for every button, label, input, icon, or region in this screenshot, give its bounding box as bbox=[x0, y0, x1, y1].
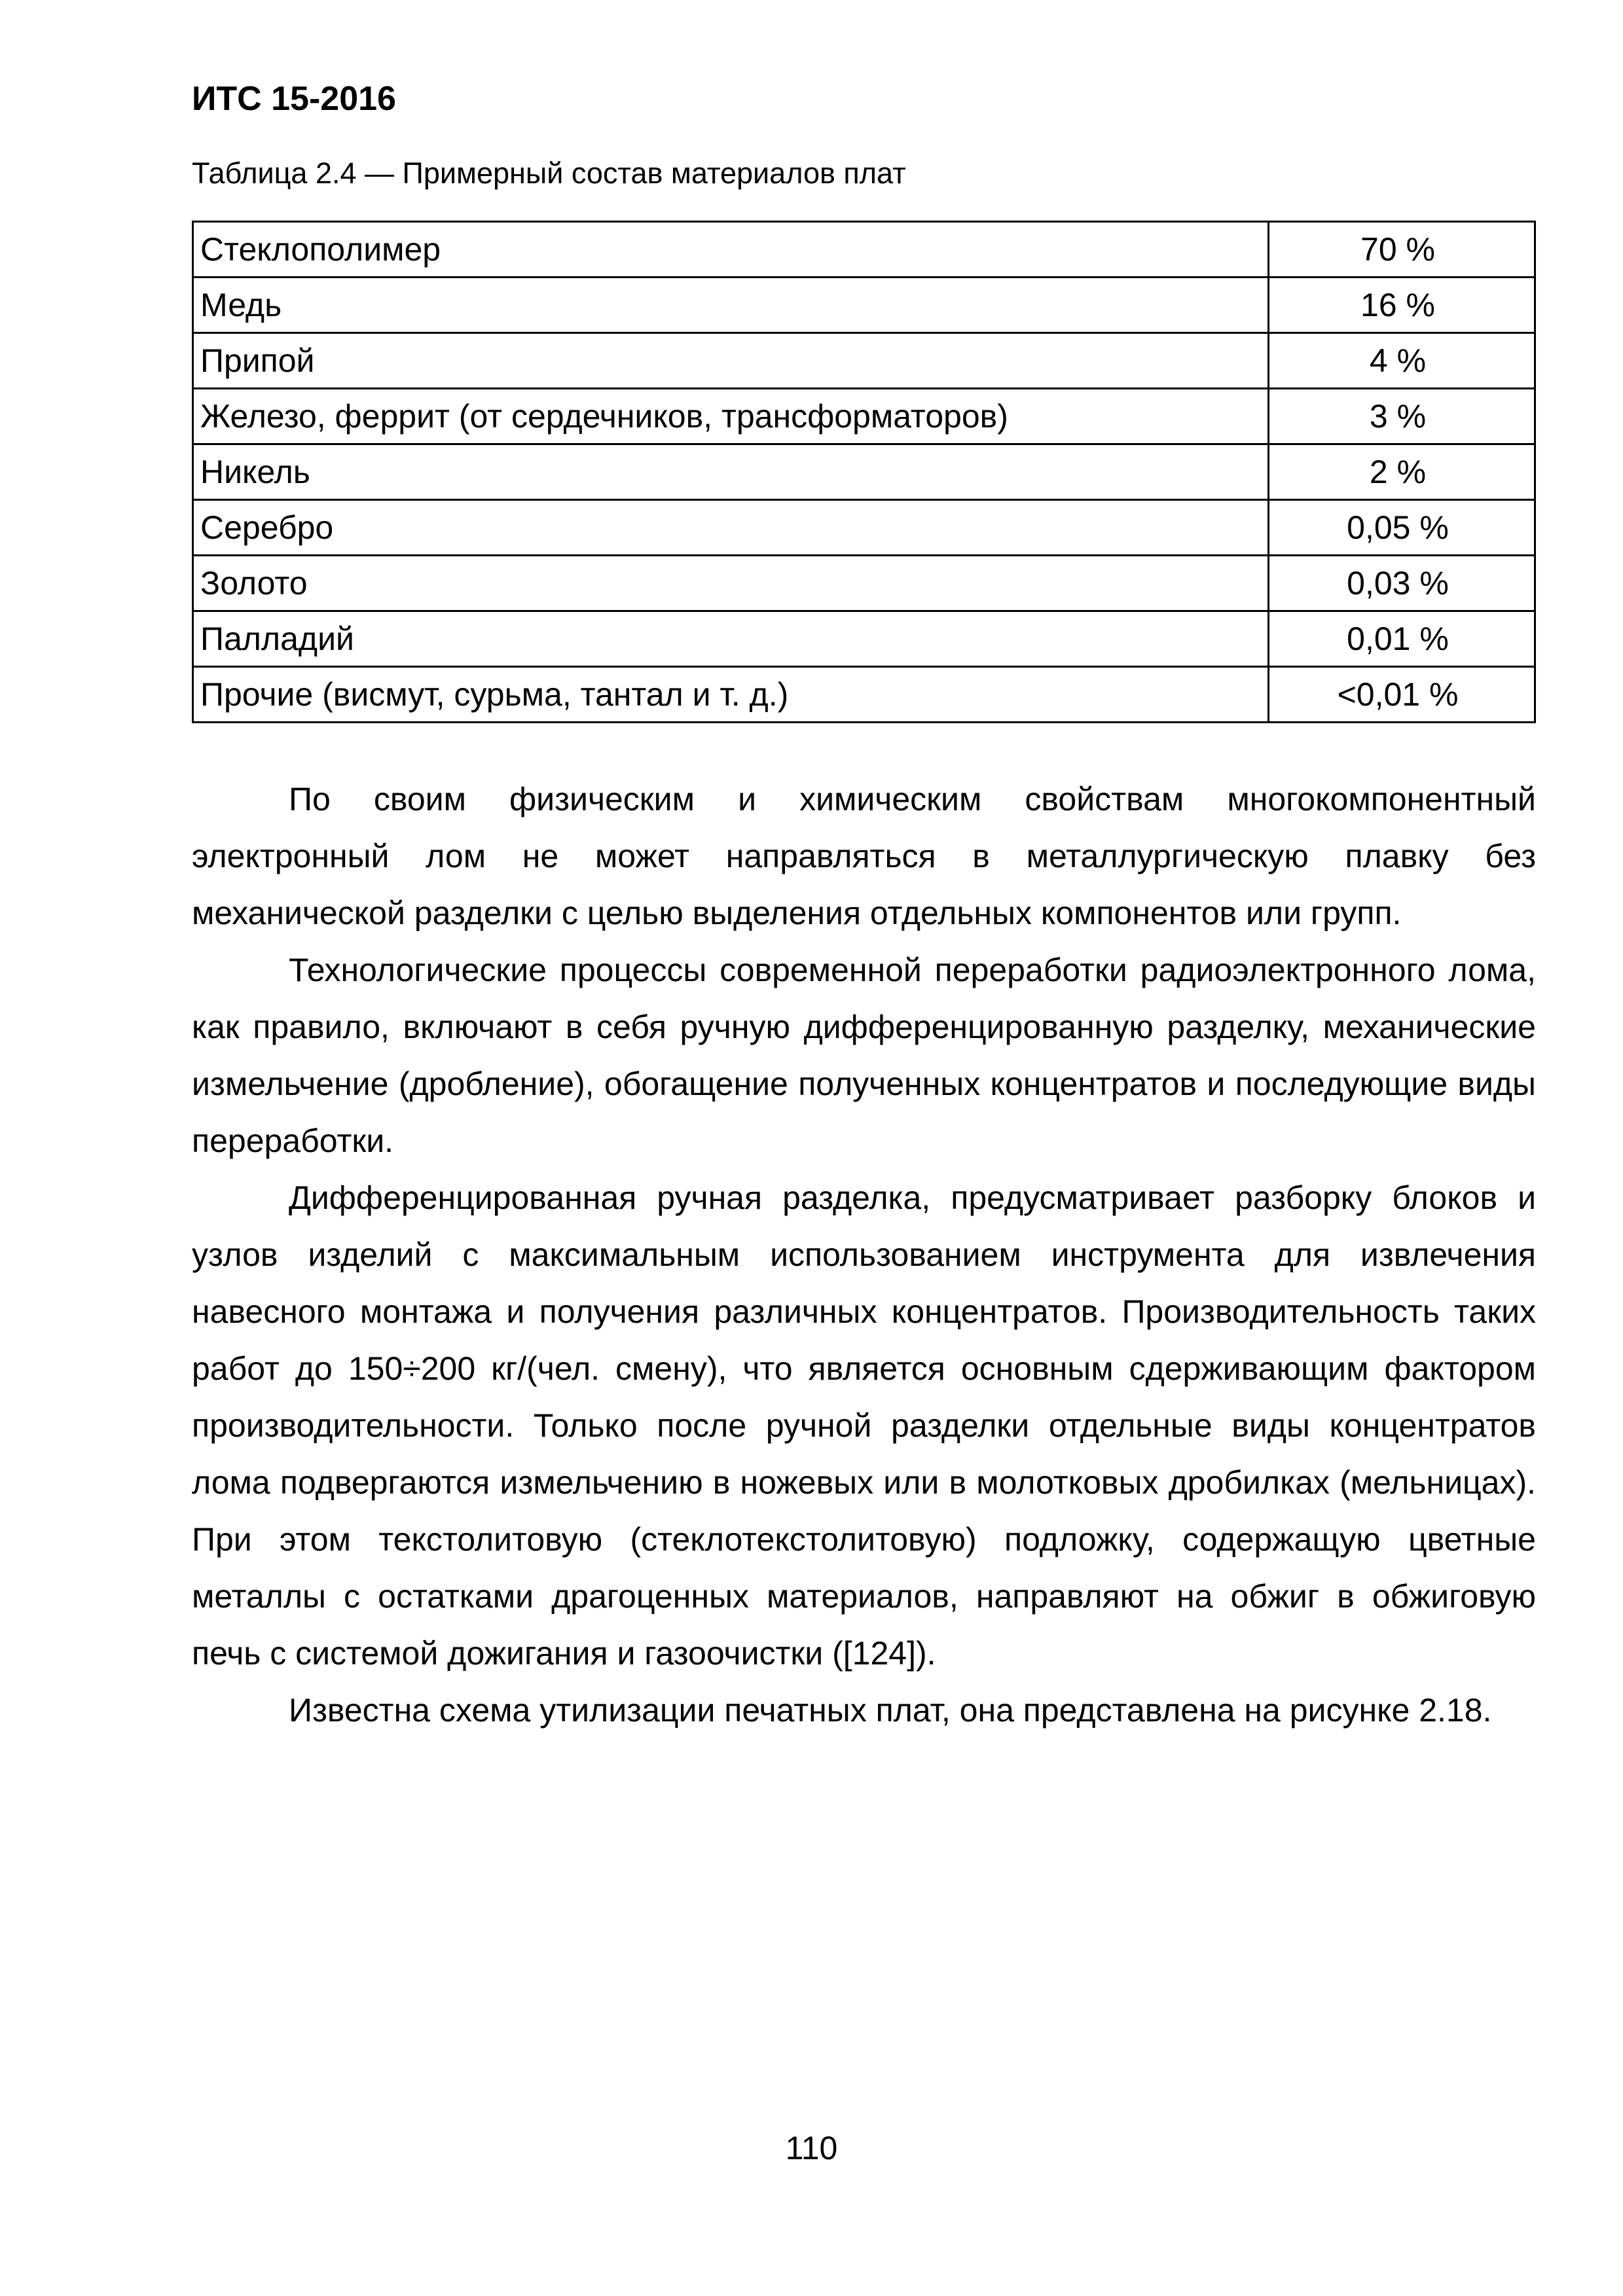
table-row bbox=[193, 389, 1535, 444]
table-row bbox=[193, 444, 1535, 500]
paragraph: Известна схема утилизации печатных плат, она представлена на рисунке 2.18. bbox=[289, 1692, 1492, 1729]
table-row bbox=[193, 222, 1535, 278]
material-share-cell: 3 % bbox=[1269, 389, 1535, 444]
material-name-cell: Никель bbox=[193, 444, 1269, 500]
paragraph: По своим физическим и химическим свойствам многокомпонентный электронный лом не может направляться в металлургическую плавку без механической разделки с целью выделения отдельных компонентов или групп. bbox=[192, 781, 1536, 931]
material-share-cell: 4 % bbox=[1269, 333, 1535, 389]
page-number: 110 bbox=[785, 2130, 838, 2166]
material-share-cell: 2 % bbox=[1269, 444, 1535, 500]
paragraph: Технологические процессы современной переработки радиоэлектронного лома, как правило, включают в себя ручную дифференцированную разделку, механические измельчение (дробление), обогащение полученных концентратов и последующие виды переработки. bbox=[192, 952, 1536, 1159]
material-name-cell: Стеклополимер bbox=[193, 222, 1269, 278]
table-caption: Таблица 2.4 — Примерный состав материалов плат bbox=[192, 156, 906, 190]
table-row bbox=[193, 667, 1535, 723]
materials-composition-table bbox=[192, 221, 1536, 723]
material-name-cell: Серебро bbox=[193, 500, 1269, 556]
material-name-cell: Железо, феррит (от сердечников, трансформаторов) bbox=[193, 389, 1269, 444]
material-share-cell: <0,01 % bbox=[1269, 667, 1535, 723]
document-code: ИТС 15-2016 bbox=[192, 80, 396, 118]
table-row bbox=[193, 500, 1535, 556]
material-share-cell: 0,03 % bbox=[1269, 556, 1535, 611]
material-name-cell: Припой bbox=[193, 333, 1269, 389]
table-row bbox=[193, 333, 1535, 389]
paragraph: Дифференцированная ручная разделка, предусматривает разборку блоков и узлов изделий с максимальным использованием инструмента для извлечения навесного монтажа и получения различных концентратов. Производительность таких работ до 150÷200 кг/(чел. смену), что является основным сдерживающим фактором производительности. Только после ручной разделки отдельные виды концентратов лома подвергаются измельчению в ножевых или в молотковых дробилках (мельницах). При этом текстолитовую (стеклотекстолитовую) подложку, содержащую цветные металлы с остатками драгоценных материалов, направляют на обжиг в обжиговую печь с системой дожигания и газоочистки ([124]). bbox=[192, 1179, 1536, 1672]
material-name-cell: Палладий bbox=[193, 611, 1269, 667]
table-row bbox=[193, 278, 1535, 333]
table-row bbox=[193, 611, 1535, 667]
material-share-cell: 0,05 % bbox=[1269, 500, 1535, 556]
material-share-cell: 70 % bbox=[1269, 222, 1535, 278]
body-text bbox=[192, 771, 1536, 1739]
material-name-cell: Медь bbox=[193, 278, 1269, 333]
material-share-cell: 16 % bbox=[1269, 278, 1535, 333]
material-name-cell: Прочие (висмут, сурьма, тантал и т. д.) bbox=[193, 667, 1269, 723]
material-name-cell: Золото bbox=[193, 556, 1269, 611]
table-row bbox=[193, 556, 1535, 611]
material-share-cell: 0,01 % bbox=[1269, 611, 1535, 667]
